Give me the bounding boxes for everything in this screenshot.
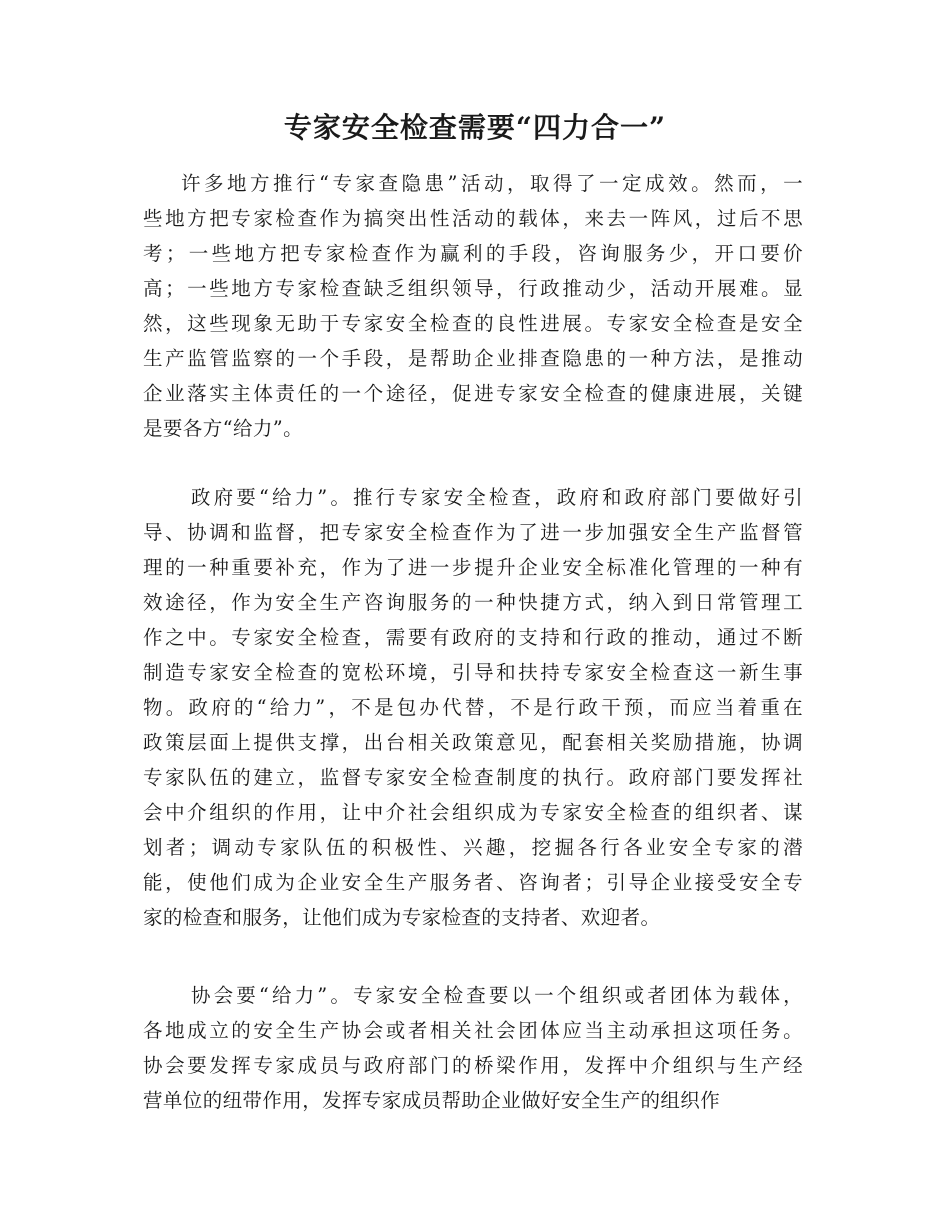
paragraph-line: 物。政府的“给力”，不是包办代替，不是行政干预，而应当着重在 [143,696,803,719]
paragraph-line: 效途径，作为安全生产咨询服务的一种快捷方式，纳入到日常管理工 [143,591,803,614]
paragraph-line: 些地方把专家检查作为搞突出性活动的载体，来去一阵风，过后不思 [143,207,803,230]
paragraph-line: 考；一些地方把专家检查作为赢利的手段，咨询服务少，开口要价 [143,242,803,265]
paragraph-line: 营单位的纽带作用，发挥专家成员帮助企业做好安全生产的组织作 [143,1089,721,1112]
paragraph-line: 许多地方推行“专家查隐患”活动，取得了一定成效。然而，一 [181,172,803,195]
paragraph-line: 能，使他们成为企业安全生产服务者、咨询者；引导企业接受安全专 [143,871,803,894]
paragraph-line: 导、协调和监督，把专家安全检查作为了进一步加强安全生产监督管 [143,521,803,544]
paragraph-line: 家的检查和服务，让他们成为专家检查的支持者、欢迎者。 [143,906,661,929]
paragraph-line: 政策层面上提供支撑，出台相关政策意见，配套相关奖励措施，协调 [143,731,803,754]
paragraph-line: 理的一种重要补充，作为了进一步提升企业安全标准化管理的一种有 [143,556,803,579]
paragraph-line: 会中介组织的作用，让中介社会组织成为专家安全检查的组织者、谋 [143,801,803,824]
paragraph-line: 然，这些现象无助于专家安全检查的良性进展。专家安全检查是安全 [143,312,803,335]
paragraph-line: 制造专家安全检查的宽松环境，引导和扶持专家安全检查这一新生事 [143,661,803,684]
paragraph-line: 划者；调动专家队伍的积极性、兴趣，挖掘各行各业安全专家的潜 [143,836,803,859]
paragraph-line: 是要各方“给力”。 [143,417,304,440]
paragraph-line: 高；一些地方专家检查缺乏组织领导，行政推动少，活动开展难。显 [143,277,803,300]
paragraph-line: 政府要“给力”。推行专家安全检查，政府和政府部门要做好引 [191,486,803,509]
paragraph-line: 协会要发挥专家成员与政府部门的桥梁作用，发挥中介组织与生产经 [143,1054,803,1077]
paragraph-line: 协会要“给力”。专家安全检查要以一个组织或者团体为载体， [191,984,803,1007]
paragraph-line: 各地成立的安全生产协会或者相关社会团体应当主动承担这项任务。 [143,1019,803,1042]
paragraph-line: 作之中。专家安全检查，需要有政府的支持和行政的推动，通过不断 [143,626,803,649]
paragraph-government [143,480,803,935]
paragraph-line: 企业落实主体责任的一个途径，促进专家安全检查的健康进展，关键 [143,382,803,405]
document-title: 专家安全检查需要“四力合一” [283,111,667,144]
paragraph-line: 专家队伍的建立，监督专家安全检查制度的执行。政府部门要发挥社 [143,766,803,789]
paragraph-intro [143,166,803,446]
paragraph-association [143,978,803,1118]
paragraph-line: 生产监管监察的一个手段，是帮助企业排查隐患的一种方法，是推动 [143,347,803,370]
